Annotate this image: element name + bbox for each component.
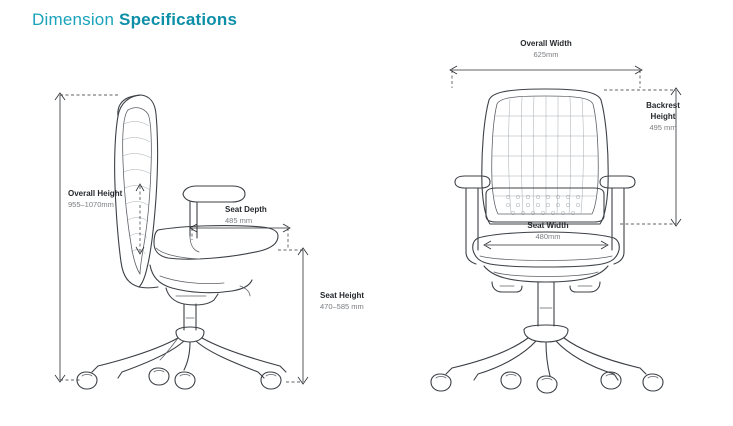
side-view-chair	[77, 95, 286, 389]
overall-height-value: 955–1070mm	[68, 200, 114, 209]
overall-height-name: Overall Height	[68, 189, 123, 198]
backrest-height-label	[630, 100, 696, 133]
page-title-bold: Specifications	[119, 10, 238, 29]
seat-height-name: Seat Height	[320, 291, 365, 300]
overall-height-label	[68, 188, 122, 210]
seat-depth-name: Seat Depth	[225, 205, 267, 214]
overall-width-name: Overall Width	[520, 39, 572, 48]
page-title	[32, 10, 237, 30]
overall-width-label	[496, 38, 596, 60]
backrest-height-name-line2: Height	[650, 112, 676, 121]
seat-depth-label	[225, 204, 267, 226]
backrest-height-value: 495 mm	[649, 123, 677, 132]
seat-width-value: 480mm	[535, 232, 561, 241]
seat-width-name: Seat Width	[527, 221, 569, 230]
seat-height-value: 470–585 mm	[320, 302, 364, 311]
backrest-height-name-line1: Backrest	[646, 101, 680, 110]
page-title-regular: Dimension	[32, 10, 120, 29]
seat-height-label	[320, 290, 364, 312]
seat-depth-value: 485 mm	[225, 216, 253, 225]
seat-width-label	[503, 220, 593, 242]
overall-width-value: 625mm	[533, 50, 559, 59]
